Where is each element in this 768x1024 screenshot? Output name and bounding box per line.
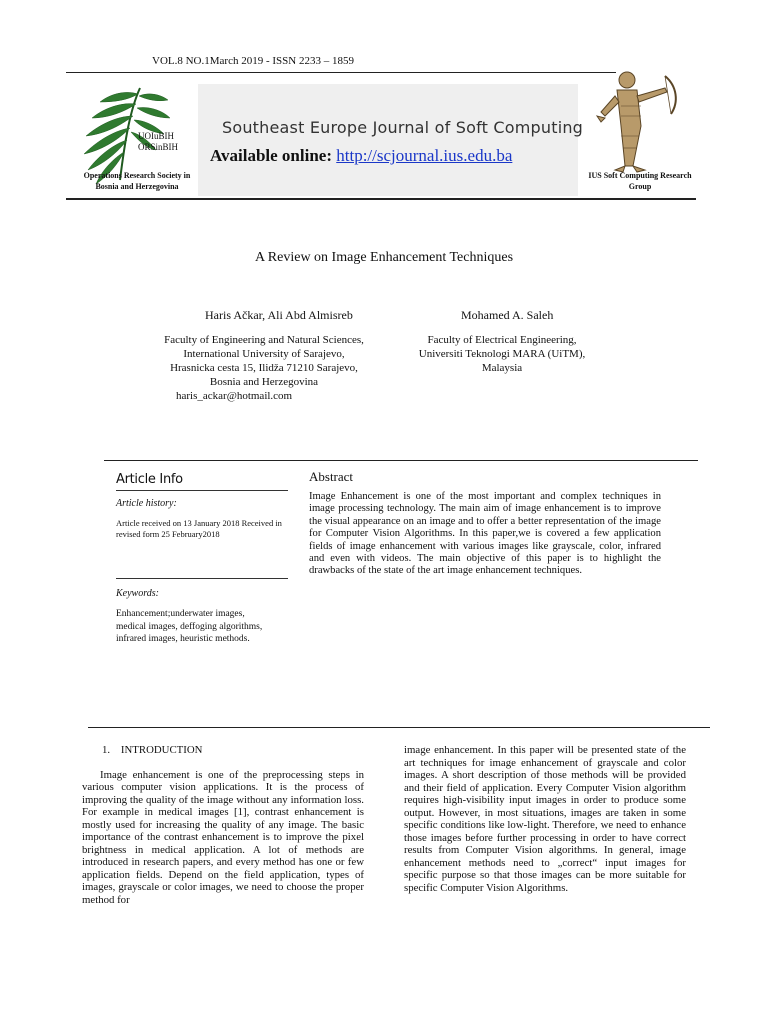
affiliation-line: Malaysia xyxy=(481,362,523,374)
available-label: Available online: xyxy=(210,146,332,165)
body-paragraph: image enhancement. In this paper will be presented state of the art techniques for image enhancement of grayscale and color images. A short description of those methods will be provided and their field of application. Every Computer Vision algorithm requires high-visibility input images in order to produce some output. However, in most situations, images are taken in some specific conditions like low-light. Therefore, we need to enhance those images before further processing in order to have correct results from Computer Vision algorithms. In general, image enhancement methods need to „correct“ input images for specific purpose so that those images can be more suitable for specific Computer Vision Algorithms. xyxy=(404,744,686,894)
header-rule-bottom xyxy=(66,198,696,200)
affiliation-line: Hrasnicka cesta 15, Ilidža 71210 Sarajevo, xyxy=(170,362,358,374)
authors-right: Mohamed A. Saleh xyxy=(461,308,554,322)
section-divider xyxy=(104,460,698,461)
affiliation-line: Universiti Teknologi MARA (UiTM), xyxy=(418,348,586,360)
availability-line xyxy=(210,146,512,166)
article-history-heading: Article history: xyxy=(116,498,177,509)
authors-left: Haris Ačkar, Ali Abd Almisreb xyxy=(205,308,353,322)
body-column-left xyxy=(82,744,364,906)
affiliation-line: Faculty of Engineering and Natural Sciences, xyxy=(164,334,364,346)
logo-label-line1: UOIuBIH xyxy=(138,131,174,141)
body-column-right xyxy=(404,744,686,894)
section-heading: 1. INTRODUCTION xyxy=(102,744,203,756)
right-logo-caption: IUS Soft Computing Research Group xyxy=(588,171,692,191)
keywords-text: Enhancement;underwater images, medical images, deffoging algorithms, infrared images, heuristic methods. xyxy=(116,609,263,644)
archer-logo-icon xyxy=(587,66,687,174)
body-paragraph: Image enhancement is one of the preprocessing steps in various computer vision applications. It is the process of improving the quality of the image without any information loss. For example in medical images [1], contrast enhancement is mostly used for increasing the quality of any image. The basic importance of the contrast enhancement is to improve the pixel brightness in medical application. A lot of methods are introduced in research papers, and every method has one or few application fields. Depend on the field application, types of images, grayscale or color images, we need to choose the proper method for xyxy=(82,768,364,906)
affiliation-left xyxy=(150,333,378,403)
article-history-text: Article received on 13 January 2018 Received in revised form 25 February2018 xyxy=(116,518,282,539)
body-divider xyxy=(88,727,710,728)
journal-url-link[interactable]: http://scjournal.ius.edu.ba xyxy=(336,146,513,165)
affiliation-right xyxy=(412,333,592,375)
affiliation-line: International University of Sarajevo, xyxy=(183,348,345,360)
affiliation-line: Faculty of Electrical Engineering, xyxy=(427,334,577,346)
journal-title: Southeast Europe Journal of Soft Computing xyxy=(222,118,584,137)
header-rule-top xyxy=(66,72,616,73)
article-info-heading: Article Info xyxy=(116,472,183,487)
left-logo-caption: Operations Research Society in Bosnia and Herzegovina xyxy=(83,171,191,191)
abstract-heading: Abstract xyxy=(309,469,354,484)
abstract-text: Image Enhancement is one of the most important and complex techniques in image processing technology. The main aim of image enhancement is to improve the visual appearance on an image and to offer a better representation of the image for Computer Vision Algorithms. In this paper,we is covered a few application fields of image enhancement with various images like grayscale, color, infrared and even with videos. The main objective of this paper is to highlight the drawbacks of the state of the art image enhancement techniques. xyxy=(309,491,661,577)
article-info-rule xyxy=(116,490,288,491)
logo-label-line2: ORSinBIH xyxy=(138,142,179,152)
volume-info: VOL.8 NO.1March 2019 - ISSN 2233 – 1859 xyxy=(152,55,354,67)
journal-banner xyxy=(198,84,578,196)
author-email: haris_ackar@hotmail.com xyxy=(176,390,293,402)
paper-title: A Review on Image Enhancement Techniques xyxy=(254,250,514,265)
keywords-rule xyxy=(116,578,288,579)
keywords-heading: Keywords: xyxy=(116,588,159,599)
affiliation-line: Bosnia and Herzegovina xyxy=(209,376,319,388)
